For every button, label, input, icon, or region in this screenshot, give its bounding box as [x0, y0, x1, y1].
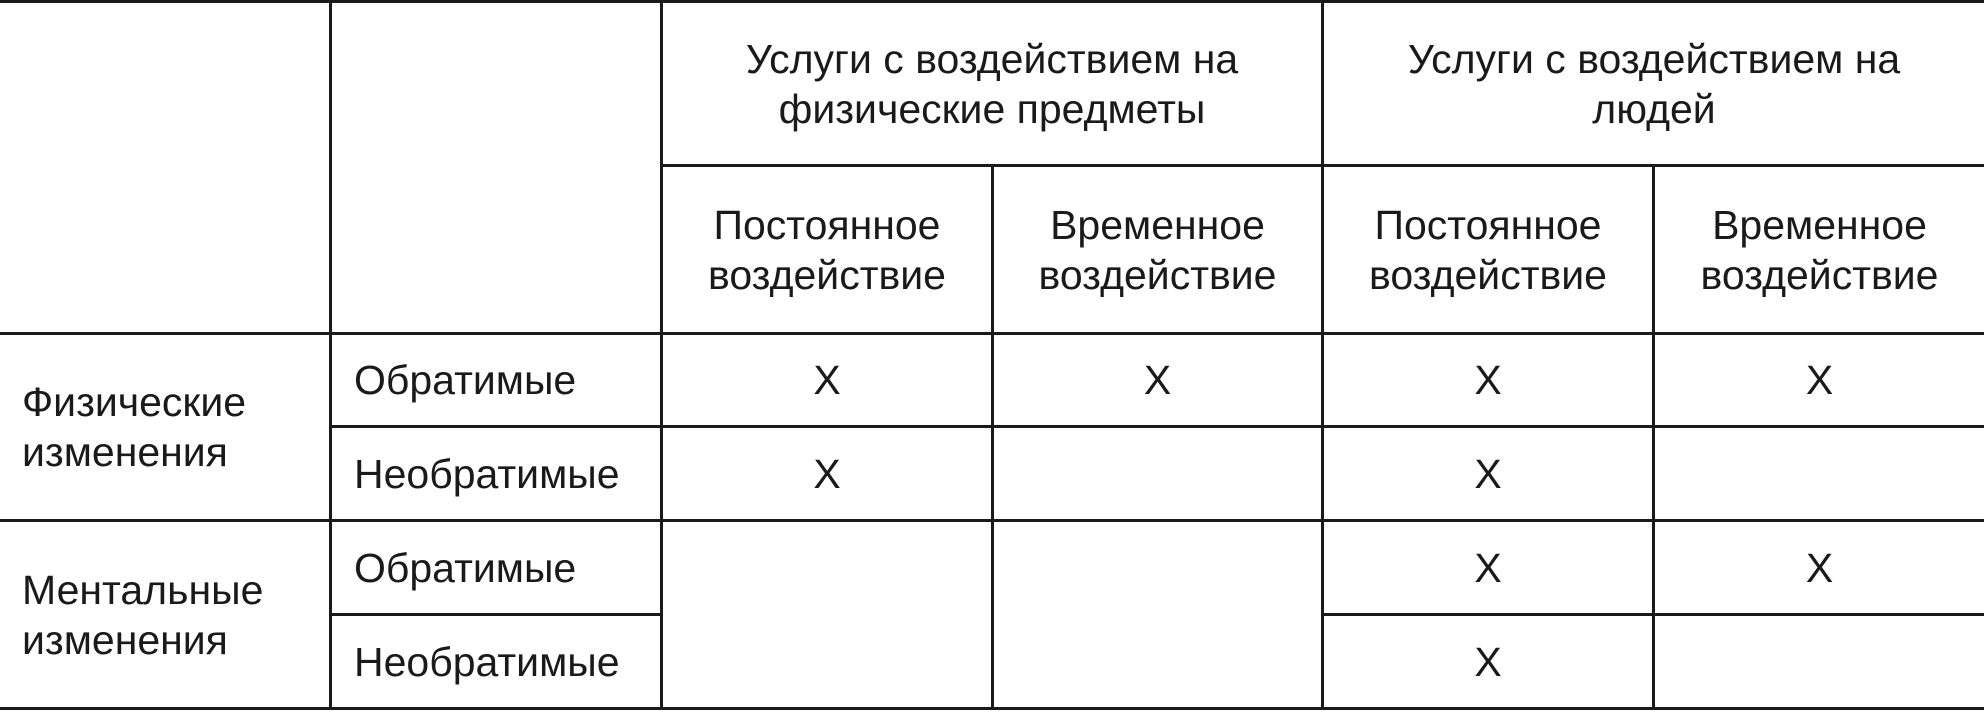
table-cell-r1-c3: X: [1474, 357, 1502, 403]
row-label-2: Необратимые: [354, 450, 620, 497]
table-cell-r3-c3: X: [1474, 544, 1502, 591]
table-cell-r3-c1: [663, 522, 991, 613]
row-label-3: Обратимые: [354, 544, 577, 591]
header-group-people: Услуги с воздействием на людей: [1407, 35, 1901, 132]
table-cell-r4-c2: [994, 616, 1321, 707]
table-cell-r2-c3: X: [1474, 450, 1502, 497]
table-cell-r4-c3: X: [1474, 638, 1502, 685]
row-group-physical-changes: Физические изменения: [22, 379, 247, 475]
table-cell-r3-c2: [994, 522, 1321, 613]
table-cell-r2-c2: [994, 428, 1321, 519]
table-cell-r4-c1: [663, 616, 991, 707]
table-cell-r4-c4: [1655, 616, 1984, 707]
table-cell-r2-c1: X: [813, 450, 841, 497]
table-cell-r2-c4: [1655, 428, 1984, 519]
row-label-1: Обратимые: [354, 357, 577, 403]
subcolumn-header-4: Временное воздействие: [1700, 201, 1939, 298]
subcolumn-header-1: Постоянное воздействие: [708, 201, 946, 298]
row-group-mental-changes: Ментальные изменения: [22, 566, 264, 663]
subcolumn-header-3: Постоянное воздействие: [1369, 201, 1607, 298]
subcolumn-header-2: Временное воздействие: [1038, 201, 1277, 298]
header-group-physical-objects: Услуги с воздействием на физические предметы: [745, 35, 1239, 132]
row-label-4: Необратимые: [354, 638, 620, 685]
table-cell-r3-c4: X: [1805, 544, 1834, 591]
table-cell-r1-c2: X: [1143, 357, 1172, 403]
table-cell-r1-c1: X: [813, 357, 841, 403]
table-cell-r1-c4: X: [1805, 357, 1834, 403]
